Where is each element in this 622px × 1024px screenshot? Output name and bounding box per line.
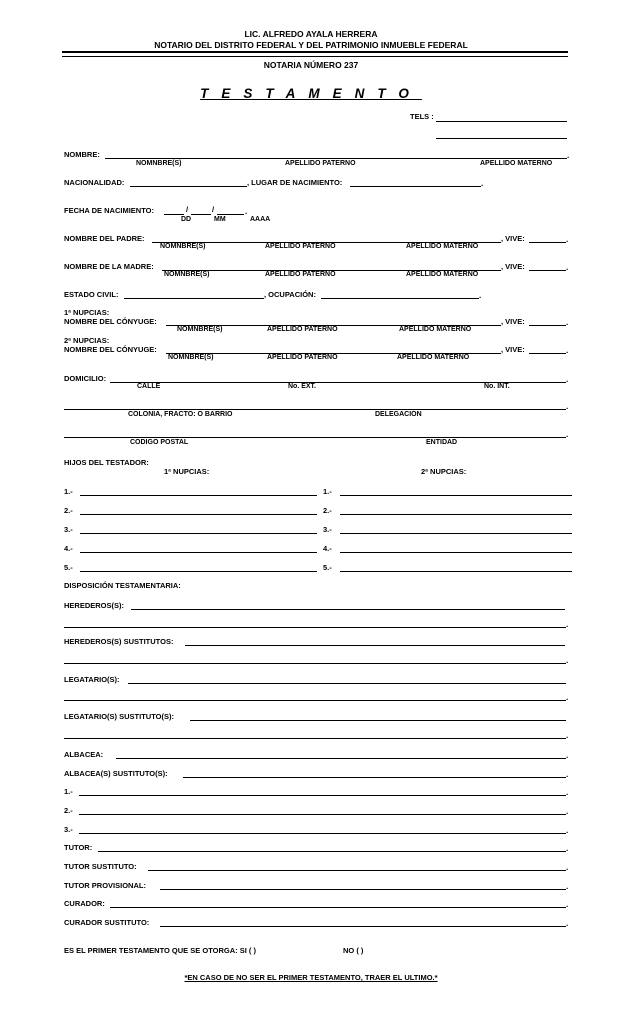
hijo-4-label: 4.- bbox=[64, 544, 73, 553]
period: . bbox=[566, 430, 569, 439]
nombre-sub-nombres: NOMNBRE(S) bbox=[136, 160, 182, 167]
hijos-col1-heading: 1ª NUPCIAS: bbox=[164, 467, 210, 476]
madre-sub-paterno: APELLIDO PATERNO bbox=[265, 271, 336, 278]
hijo-5-field-col2[interactable] bbox=[340, 571, 572, 572]
domicilio-sub-calle: CALLE bbox=[137, 383, 161, 390]
curador-sustituto-field[interactable] bbox=[160, 926, 566, 927]
tutor-field[interactable] bbox=[98, 851, 566, 852]
padre-vive-field[interactable] bbox=[529, 242, 566, 243]
hijo-1-label-col2: 1.- bbox=[323, 487, 332, 496]
page-title: TESTAMENTO bbox=[200, 86, 422, 101]
period: . bbox=[479, 291, 482, 300]
hijo-5-label-col2: 5.- bbox=[323, 563, 332, 572]
primer-testamento-question: ES EL PRIMER TESTAMENTO QUE SE OTORGA: SI ( ) bbox=[64, 946, 256, 955]
padre-sub-paterno: APELLIDO PATERNO bbox=[265, 243, 336, 250]
tels-field-1[interactable] bbox=[436, 121, 567, 122]
hijos-col2-heading: 2ª NUPCIAS: bbox=[421, 467, 467, 476]
hijo-1-label: 1.- bbox=[64, 487, 73, 496]
fecha-mm-field[interactable] bbox=[191, 214, 211, 215]
padre-sub-nombres: NOMNBRE(S) bbox=[160, 243, 206, 250]
legatario-field[interactable] bbox=[128, 683, 566, 684]
nombre-field[interactable] bbox=[105, 158, 567, 159]
period: . bbox=[566, 770, 569, 779]
domicilio-sub-ext: No. EXT. bbox=[288, 383, 317, 390]
estado-civil-field[interactable] bbox=[124, 298, 264, 299]
tutor-sustituto-field[interactable] bbox=[148, 870, 566, 871]
curador-field[interactable] bbox=[110, 907, 566, 908]
period: . bbox=[566, 788, 569, 797]
tutor-label: TUTOR: bbox=[64, 843, 93, 852]
legatario-sustituto-field[interactable] bbox=[190, 720, 566, 721]
herederos-sustitutos-field[interactable] bbox=[185, 645, 565, 646]
period: . bbox=[566, 656, 569, 665]
hijo-2-field-col2[interactable] bbox=[340, 514, 572, 515]
fecha-sub-aaaa: AAAA bbox=[250, 216, 271, 223]
period: . bbox=[566, 402, 569, 411]
hijo-1-field-col2[interactable] bbox=[340, 495, 572, 496]
conyuge1-vive-field[interactable] bbox=[529, 325, 566, 326]
nacionalidad-label: NACIONALIDAD: bbox=[64, 178, 125, 187]
tels-label: TELS : bbox=[410, 112, 434, 121]
period: . bbox=[566, 235, 569, 244]
albacea-item-3-label: 3.- bbox=[64, 825, 73, 834]
herederos-field[interactable] bbox=[131, 609, 565, 610]
hijo-5-label: 5.- bbox=[64, 563, 73, 572]
tels-field-2[interactable] bbox=[436, 138, 567, 139]
tutor-sustituto-label: TUTOR SUSTITUTO: bbox=[64, 862, 137, 871]
lugar-nacimiento-label: , LUGAR DE NACIMIENTO: bbox=[247, 178, 343, 187]
conyuge2-vive-label: , VIVE: bbox=[501, 345, 525, 354]
domicilio-sub-colonia: COLONIA, FRACTO: O BARRIO bbox=[128, 411, 233, 418]
lugar-nacimiento-field[interactable] bbox=[350, 186, 481, 187]
nombre-label: NOMBRE: bbox=[64, 150, 100, 159]
curador-sustituto-label: CURADOR SUSTITUTO: bbox=[64, 918, 150, 927]
conyuge2-sub-nombres: NOMNBRE(S) bbox=[168, 354, 214, 361]
hijo-4-field-col1[interactable] bbox=[80, 552, 317, 553]
domicilio-sub-int: No. INT. bbox=[484, 383, 510, 390]
domicilio-sub-entidad: ENTIDAD bbox=[426, 439, 458, 446]
conyuge2-label: NOMBRE DEL CÓNYUGE: bbox=[64, 345, 157, 354]
period: . bbox=[566, 863, 569, 872]
header-divider bbox=[62, 51, 568, 57]
period: . bbox=[566, 731, 569, 740]
legatario-label: LEGATARIO(S): bbox=[64, 675, 120, 684]
hijo-2-label: 2.- bbox=[64, 506, 73, 515]
period: . bbox=[245, 207, 248, 216]
hijos-label: HIJOS DEL TESTADOR: bbox=[64, 458, 149, 467]
conyuge1-vive-label: , VIVE: bbox=[501, 317, 525, 326]
legatario-sustituto-field-2[interactable] bbox=[64, 738, 566, 739]
albacea-sustituto-field[interactable] bbox=[183, 777, 566, 778]
period: . bbox=[566, 375, 569, 384]
nombre-sub-paterno: APELLIDO PATERNO bbox=[285, 160, 356, 167]
madre-vive-label: , VIVE: bbox=[501, 262, 525, 271]
nupcias2-heading: 2ª NUPCIAS: bbox=[64, 336, 110, 345]
curador-label: CURADOR: bbox=[64, 899, 105, 908]
period: . bbox=[567, 151, 570, 160]
hijo-4-field-col2[interactable] bbox=[340, 552, 572, 553]
primer-testamento-no: NO ( ) bbox=[343, 946, 364, 955]
slash: / bbox=[186, 205, 189, 214]
albacea-label: ALBACEA: bbox=[64, 750, 104, 759]
period: . bbox=[566, 693, 569, 702]
hijo-3-label-col2: 3.- bbox=[323, 525, 332, 534]
albacea-item-1-label: 1.- bbox=[64, 787, 73, 796]
domicilio-label: DOMICILIO: bbox=[64, 374, 107, 383]
hijo-2-field-col1[interactable] bbox=[80, 514, 317, 515]
notary-office: NOTARIO DEL DISTRITO FEDERAL Y DEL PATRIMONIO INMUEBLE FEDERAL bbox=[154, 40, 468, 50]
madre-label: NOMBRE DE LA MADRE: bbox=[64, 262, 154, 271]
hijo-3-label: 3.- bbox=[64, 525, 73, 534]
albacea-item-2-field[interactable] bbox=[79, 814, 566, 815]
legatario-sustituto-label: LEGATARIO(S) SUSTITUTO(S): bbox=[64, 712, 174, 721]
herederos-sustitutos-label: HEREDEROS(S) SUSTITUTOS: bbox=[64, 637, 174, 646]
padre-sub-materno: APELLIDO MATERNO bbox=[406, 243, 479, 250]
tutor-provisional-field[interactable] bbox=[160, 889, 566, 890]
hijo-3-field-col1[interactable] bbox=[80, 533, 317, 534]
conyuge2-vive-field[interactable] bbox=[529, 353, 566, 354]
disposicion-heading: DISPOSICIÓN TESTAMENTARIA: bbox=[64, 581, 181, 590]
conyuge1-sub-materno: APELLIDO MATERNO bbox=[399, 326, 472, 333]
period: . bbox=[566, 263, 569, 272]
hijo-5-field-col1[interactable] bbox=[80, 571, 317, 572]
nacionalidad-field[interactable] bbox=[130, 186, 247, 187]
herederos-field-2[interactable] bbox=[64, 627, 566, 628]
conyuge1-sub-paterno: APELLIDO PATERNO bbox=[267, 326, 338, 333]
domicilio-sub-cp: CÓDIGO POSTAL bbox=[130, 439, 189, 446]
period: . bbox=[566, 882, 569, 891]
nupcias1-heading: 1ª NUPCIAS: bbox=[64, 308, 110, 317]
nombre-sub-materno: APELLIDO MATERNO bbox=[480, 160, 553, 167]
albacea-field[interactable] bbox=[116, 758, 566, 759]
period: . bbox=[566, 751, 569, 760]
conyuge2-sub-materno: APELLIDO MATERNO bbox=[397, 354, 470, 361]
conyuge1-sub-nombres: NOMNBRE(S) bbox=[177, 326, 223, 333]
madre-sub-materno: APELLIDO MATERNO bbox=[406, 271, 479, 278]
estado-civil-label: ESTADO CIVIL: bbox=[64, 290, 119, 299]
period: . bbox=[566, 844, 569, 853]
hijo-2-label-col2: 2.- bbox=[323, 506, 332, 515]
madre-vive-field[interactable] bbox=[529, 270, 566, 271]
fecha-sub-dd: DD bbox=[181, 216, 192, 223]
tutor-provisional-label: TUTOR PROVISIONAL: bbox=[64, 881, 146, 890]
fecha-sub-mm: MM bbox=[214, 216, 226, 223]
fecha-dd-field[interactable] bbox=[164, 214, 184, 215]
period: . bbox=[566, 346, 569, 355]
albacea-item-3-field[interactable] bbox=[79, 833, 566, 834]
period: . bbox=[566, 826, 569, 835]
period: . bbox=[566, 807, 569, 816]
period: . bbox=[481, 179, 484, 188]
herederos-sustitutos-field-2[interactable] bbox=[64, 663, 566, 664]
albacea-sustituto-label: ALBACEA(S) SUSTITUTO(S): bbox=[64, 769, 168, 778]
fecha-aaaa-field[interactable] bbox=[217, 214, 244, 215]
notaria-number: NOTARIA NÚMERO 237 bbox=[263, 60, 359, 70]
padre-label: NOMBRE DEL PADRE: bbox=[64, 234, 145, 243]
footer-note: *EN CASO DE NO SER EL PRIMER TESTAMENTO, TRAER EL ULTIMO.* bbox=[184, 973, 438, 982]
fecha-label: FECHA DE NACIMIENTO: bbox=[64, 206, 154, 215]
herederos-label: HEREDEROS(S): bbox=[64, 601, 125, 610]
albacea-item-1-field[interactable] bbox=[79, 795, 566, 796]
domicilio-colonia-field[interactable] bbox=[64, 409, 566, 410]
domicilio-sub-delegacion: DELEGACIÓN bbox=[375, 411, 422, 418]
conyuge1-label: NOMBRE DEL CÓNYUGE: bbox=[64, 317, 157, 326]
albacea-item-2-label: 2.- bbox=[64, 806, 73, 815]
period: . bbox=[566, 919, 569, 928]
padre-vive-label: , VIVE: bbox=[501, 234, 525, 243]
notary-name: LIC. ALFREDO AYALA HERRERA bbox=[244, 29, 378, 39]
domicilio-cp-field[interactable] bbox=[64, 437, 566, 438]
period: . bbox=[566, 900, 569, 909]
hijo-1-field-col1[interactable] bbox=[80, 495, 317, 496]
period: . bbox=[566, 318, 569, 327]
hijo-3-field-col2[interactable] bbox=[340, 533, 572, 534]
period: . bbox=[566, 620, 569, 629]
hijo-4-label-col2: 4.- bbox=[323, 544, 332, 553]
slash: / bbox=[212, 205, 215, 214]
ocupacion-label: , OCUPACIÓN: bbox=[264, 290, 316, 299]
madre-sub-nombres: NOMNBRE(S) bbox=[164, 271, 210, 278]
legatario-field-2[interactable] bbox=[64, 700, 566, 701]
conyuge2-sub-paterno: APELLIDO PATERNO bbox=[267, 354, 338, 361]
ocupacion-field[interactable] bbox=[321, 298, 479, 299]
